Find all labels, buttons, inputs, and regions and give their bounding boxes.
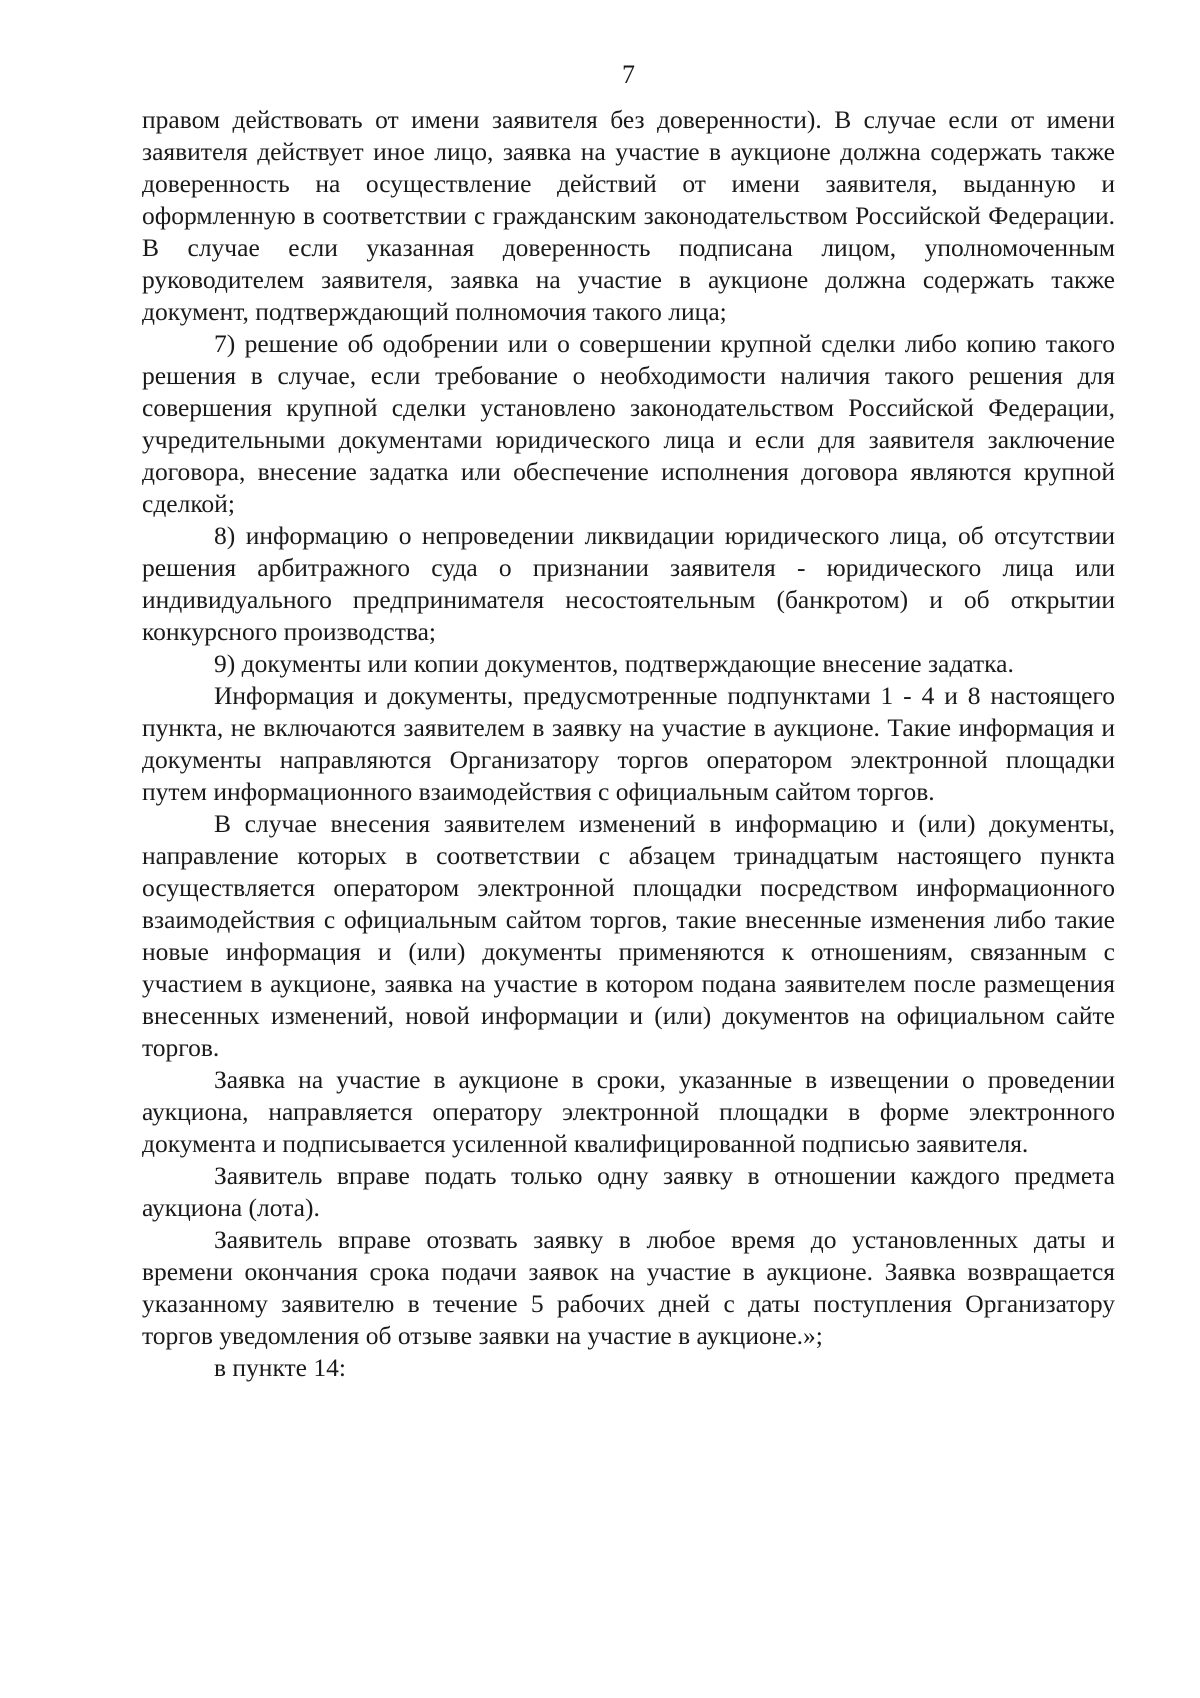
paragraph-item-9: 9) документы или копии документов, подтверждающие внесение задатка. xyxy=(214,649,1014,678)
paragraph-withdrawal: Заявитель вправе отозвать заявку в любое время до установленных даты и времени окончания срока подачи заявок на участие в аукционе. Заявка возвращается указанному заявителю в течение 5 рабочих дней с даты поступления Организатору торгов уведомления об отзыве заявки на участие в аукционе.»; xyxy=(142,1225,1115,1350)
paragraph-item-8: 8) информацию о непроведении ликвидации юридического лица, об отсутствии решения арбитражного суда о признании заявителя - юридического лица или индивидуального предпринимателя несостоятельным (банкротом) и об открытии конкурсного производства; xyxy=(142,521,1115,646)
paragraph-point-14: в пункте 14: xyxy=(214,1353,346,1382)
page-number: 7 xyxy=(622,60,635,89)
paragraph-info-documents: Информация и документы, предусмотренные подпунктами 1 - 4 и 8 настоящего пункта, не включаются заявителем в заявку на участие в аукционе. Такие информация и документы направляются Организатору торгов оператором электронной площадки путем информационного взаимодействия с официальным сайтом торгов. xyxy=(142,681,1115,806)
paragraph-changes: В случае внесения заявителем изменений в информацию и (или) документы, направление которых в соответствии с абзацем тринадцатым настоящего пункта осуществляется оператором электронной площадки посредством информационного взаимодействия с официальным сайтом торгов, такие внесенные изменения либо такие новые информация и (или) документы применяются к отношениям, связанным с участием в аукционе, заявка на участие в котором подана заявителем после размещения внесенных изменений, новой информации и (или) документов на официальном сайте торгов. xyxy=(142,809,1115,1062)
paragraph-application-submission: Заявка на участие в аукционе в сроки, указанные в извещении о проведении аукциона, направляется оператору электронной площадки в форме электронного документа и подписывается усиленной квалифицированной подписью заявителя. xyxy=(142,1065,1115,1158)
document-body xyxy=(142,104,1115,1384)
paragraph-continuation: правом действовать от имени заявителя без доверенности). В случае если от имени заявителя действует иное лицо, заявка на участие в аукционе должна содержать также доверенность на осуществление действий от имени заявителя, выданную и оформленную в соответствии с гражданским законодательством Российской Федерации. В случае если указанная доверенность подписана лицом, уполномоченным руководителем заявителя, заявка на участие в аукционе должна содержать также документ, подтверждающий полномочия такого лица; xyxy=(142,105,1115,326)
paragraph-one-application: Заявитель вправе подать только одну заявку в отношении каждого предмета аукциона (лота). xyxy=(142,1161,1115,1222)
paragraph-item-7: 7) решение об одобрении или о совершении крупной сделки либо копию такого решения в случае, если требование о необходимости наличия такого решения для совершения крупной сделки установлено законодательством Российской Федерации, учредительными документами юридического лица и если для заявителя заключение договора, внесение задатка или обеспечение исполнения договора являются крупной сделкой; xyxy=(142,329,1115,518)
